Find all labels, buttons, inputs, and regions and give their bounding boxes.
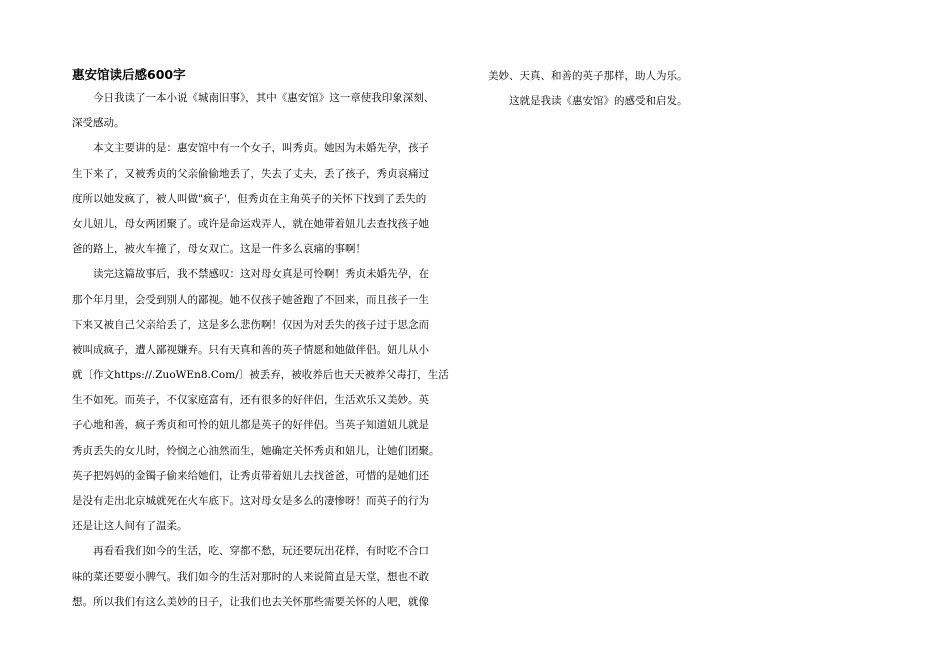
text-line: 生不如死。而英子，不仅家庭富有，还有很多的好伴侣，生活欢乐又美妙。英	[72, 394, 429, 407]
text-line: 生下来了，又被秀贞的父亲偷偷地丢了，失去了丈夫，丢了孩子，秀贞哀痛过	[72, 167, 429, 180]
right-body	[488, 64, 880, 114]
text-line: 被叫成疯子，遭人鄙视嫌弃。只有天真和善的英子情愿和她做伴侣。妞儿从小	[72, 343, 429, 356]
text-line: 还是让这人间有了温柔。	[72, 520, 188, 533]
document-title: 惠安馆读后感600字	[72, 67, 186, 82]
right-column	[488, 64, 880, 114]
text-line: 那个年月里，会受到别人的鄙视。她不仅孩子她爸跑了不回来，而且孩子一生	[72, 293, 429, 306]
text-line: 今日我读了一本小说《城南旧事》，其中《惠安馆》这一章使我印象深刻、	[93, 92, 435, 104]
text-line: 女儿妞儿，母女两团聚了。或许是命运戏弄人，就在她带着妞儿去查找孩子她	[72, 217, 429, 230]
text-line: 就〔作文https://.ZuoWEn8.Com/〕被丢弃，被收养后也天天被养父毒打，生活	[72, 369, 449, 382]
text-line: 再看看我们如今的生活，吃、穿都不愁，玩还要玩出花样，有时吃不合口	[93, 545, 429, 558]
text-line: 下来又被自己父亲给丢了，这是多么悲伤啊！仅因为对丢失的孩子过于思念而	[72, 318, 429, 331]
text-line: 美妙、天真、和善的英子那样，助人为乐。	[488, 70, 688, 82]
left-column	[72, 64, 464, 615]
text-line: 是没有走出北京城就死在火车底下。这对母女是多么的凄惨呀！而英子的行为	[72, 495, 429, 507]
left-body	[72, 86, 464, 615]
text-line: 度所以她发疯了，被人叫做"疯子'，但秀贞在主角英子的关怀下找到了丢失的	[72, 192, 427, 205]
text-line: 英子把妈妈的金镯子偷来给她们，让秀贞带着妞儿去找爸爸，可惜的是她们还	[72, 469, 429, 482]
text-line: 深受感动。	[72, 117, 125, 130]
text-line: 想。所以我们有这么美妙的日子，让我们也去关怀那些需要关怀的人吧，就像	[72, 595, 429, 608]
text-line: 秀贞丢失的女儿时，怜悯之心油然而生，她确定关怀秀贞和妞儿，让她们团聚。	[72, 444, 440, 457]
text-line: 子心地和善，疯子秀贞和可怜的妞儿都是英子的好伴侣。当英子知道妞儿就是	[72, 419, 429, 432]
text-line: 本文主要讲的是：惠安馆中有一个女子，叫秀贞。她因为未婚先孕，孩子	[93, 142, 429, 155]
text-line: 这就是我读《惠安馆》的感受和启发。	[509, 95, 688, 107]
text-line: 味的菜还要耍小脾气。我们如今的生活对那时的人来说简直是天堂，想也不敢	[72, 570, 429, 583]
text-line: 爸的路上，被火车撞了，母女双亡。这是一件多么哀痛的事啊！	[72, 243, 366, 256]
text-line: 读完这篇故事后，我不禁感叹：这对母女真是可怜啊！秀贞未婚先孕，在	[93, 268, 429, 281]
